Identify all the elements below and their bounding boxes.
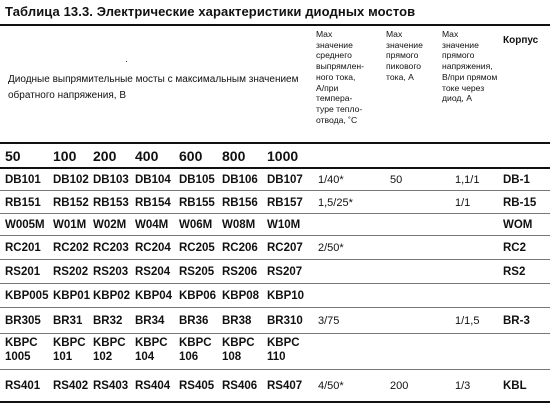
part-number: DB101 bbox=[5, 174, 41, 186]
avg-value: 4/50* bbox=[318, 380, 344, 392]
avg-current-line: туре тепло- bbox=[316, 103, 363, 114]
part-number: RS407 bbox=[267, 380, 303, 392]
part-number: DB103 bbox=[93, 174, 129, 186]
part-number: RC206 bbox=[222, 242, 258, 254]
part-number: KBPC 108 bbox=[222, 337, 255, 363]
voltage-header: 800 bbox=[222, 148, 246, 164]
part-number: KBPC 1005 bbox=[5, 337, 38, 363]
avg-current-line: значение bbox=[316, 39, 353, 50]
case-value: KBL bbox=[503, 380, 527, 392]
peak-current-line: прямого bbox=[386, 50, 419, 61]
header-case: Корпус bbox=[503, 35, 539, 46]
part-number: KBPC 104 bbox=[135, 337, 168, 363]
part-number: W06M bbox=[179, 219, 213, 231]
part-number: RB157 bbox=[267, 197, 303, 209]
case-value: BR-3 bbox=[503, 315, 530, 327]
part-number: RC207 bbox=[267, 242, 303, 254]
case-value: RC2 bbox=[503, 242, 527, 254]
part-number: RB156 bbox=[222, 197, 258, 209]
voltage-header: 200 bbox=[93, 148, 117, 164]
table-row bbox=[0, 260, 550, 284]
table-row bbox=[0, 168, 550, 191]
table-row bbox=[0, 214, 550, 236]
part-number: RC202 bbox=[53, 242, 89, 254]
part-number: RS204 bbox=[135, 266, 171, 278]
part-number: RS205 bbox=[179, 266, 215, 278]
part-number: W01M bbox=[53, 219, 87, 231]
avg-value: 2/50* bbox=[318, 242, 344, 254]
part-number: KBP005 bbox=[5, 290, 49, 302]
part-number: W02M bbox=[93, 219, 127, 231]
part-number: RS201 bbox=[5, 266, 41, 278]
part-number: KBPC 102 bbox=[93, 337, 126, 363]
part-number: DB107 bbox=[267, 174, 303, 186]
voltage-header: 400 bbox=[135, 148, 159, 164]
vf-value: 1/3 bbox=[455, 380, 471, 392]
part-number: KBPC 106 bbox=[179, 337, 212, 363]
case-value: RS2 bbox=[503, 266, 526, 278]
forward-voltage-line: В/при прямом bbox=[442, 71, 498, 82]
forward-voltage-line: значение bbox=[442, 39, 479, 50]
part-number: RB153 bbox=[93, 197, 129, 209]
avg-current-line: ного тока, bbox=[316, 71, 356, 82]
header-rule bbox=[0, 142, 550, 144]
table-row bbox=[0, 284, 550, 308]
part-number: DB102 bbox=[53, 174, 89, 186]
part-number: RS404 bbox=[135, 380, 171, 392]
part-number: DB106 bbox=[222, 174, 258, 186]
case-value: RB-15 bbox=[503, 197, 537, 209]
case-value: DB-1 bbox=[503, 174, 530, 186]
voltage-header: 600 bbox=[179, 148, 203, 164]
voltage-header: 50 bbox=[5, 148, 21, 164]
forward-voltage-line: прямого bbox=[442, 50, 475, 61]
top-rule bbox=[0, 24, 550, 26]
peak-current-line: значение bbox=[386, 39, 423, 50]
avg-value: 1/40* bbox=[318, 174, 344, 186]
part-number: RS405 bbox=[179, 380, 215, 392]
part-number: RB151 bbox=[5, 197, 41, 209]
header-avg-current bbox=[316, 29, 382, 125]
part-number: RC204 bbox=[135, 242, 171, 254]
avg-current-line: отвода, ˚С bbox=[316, 114, 358, 125]
table-title: Таблица 13.3. Электрические характеристики диодных мостов bbox=[5, 4, 416, 19]
part-number: KBP08 bbox=[222, 290, 260, 302]
voltage-header: 100 bbox=[53, 148, 77, 164]
part-number: RS402 bbox=[53, 380, 89, 392]
table-row bbox=[0, 308, 550, 334]
table-row bbox=[0, 236, 550, 260]
part-number: RS203 bbox=[93, 266, 129, 278]
part-number: RS401 bbox=[5, 380, 41, 392]
part-number: KBP04 bbox=[135, 290, 173, 302]
part-number: BR32 bbox=[93, 315, 123, 327]
part-number: RS202 bbox=[53, 266, 89, 278]
peak-value: 50 bbox=[390, 174, 403, 186]
part-number: W08M bbox=[222, 219, 256, 231]
forward-voltage-line: диод, А bbox=[442, 93, 472, 104]
part-number: W005M bbox=[5, 219, 45, 231]
part-number: RS406 bbox=[222, 380, 258, 392]
part-number: RS403 bbox=[93, 380, 129, 392]
peak-current-line: Max bbox=[386, 29, 403, 39]
header-forward-voltage bbox=[442, 29, 506, 104]
part-number: KBP10 bbox=[267, 290, 305, 302]
avg-value: 3/75 bbox=[318, 315, 340, 327]
forward-voltage-line: напряжения, bbox=[442, 61, 493, 72]
part-number: BR34 bbox=[135, 315, 165, 327]
part-number: RB152 bbox=[53, 197, 89, 209]
dot-mark: · bbox=[125, 56, 128, 66]
part-number: RS206 bbox=[222, 266, 258, 278]
part-number: RB155 bbox=[179, 197, 215, 209]
part-number: W04M bbox=[135, 219, 169, 231]
part-number: DB104 bbox=[135, 174, 171, 186]
peak-value: 200 bbox=[390, 380, 409, 392]
avg-current-line: темпера- bbox=[316, 93, 353, 104]
voltage-row bbox=[0, 148, 550, 168]
part-number: RC203 bbox=[93, 242, 129, 254]
header-description: Диодные выпрямительные мосты с максимальным значением обратного напряжения, В bbox=[8, 74, 299, 101]
table-row bbox=[0, 370, 550, 401]
avg-current-line: среднего bbox=[316, 50, 352, 61]
case-value: WOM bbox=[503, 219, 533, 231]
part-number: KBPC 101 bbox=[53, 337, 86, 363]
peak-current-line: тока, А bbox=[386, 71, 414, 82]
part-number: W10M bbox=[267, 219, 301, 231]
part-number: KBP02 bbox=[93, 290, 131, 302]
part-number: BR36 bbox=[179, 315, 209, 327]
part-number: RB154 bbox=[135, 197, 171, 209]
part-number: BR31 bbox=[53, 315, 83, 327]
part-number: BR305 bbox=[5, 315, 41, 327]
peak-current-line: пикового bbox=[386, 61, 422, 72]
part-number: KBPC 110 bbox=[267, 337, 300, 363]
part-number: BR38 bbox=[222, 315, 252, 327]
vf-value: 1/1,5 bbox=[455, 315, 480, 327]
part-number: RC201 bbox=[5, 242, 41, 254]
avg-current-line: Max bbox=[316, 29, 333, 39]
forward-voltage-line: токе через bbox=[442, 82, 485, 93]
avg-current-line: А/при bbox=[316, 82, 339, 93]
part-number: KBP01 bbox=[53, 290, 91, 302]
vf-value: 1,1/1 bbox=[455, 174, 480, 186]
part-number: DB105 bbox=[179, 174, 215, 186]
voltage-header: 1000 bbox=[267, 148, 299, 164]
vf-value: 1/1 bbox=[455, 197, 471, 209]
table-row bbox=[0, 334, 550, 370]
part-number: BR310 bbox=[267, 315, 303, 327]
forward-voltage-line: Max bbox=[442, 29, 459, 39]
part-number: RS207 bbox=[267, 266, 303, 278]
avg-current-line: выпрямлен- bbox=[316, 61, 365, 72]
table-row bbox=[0, 191, 550, 214]
part-number: KBP06 bbox=[179, 290, 217, 302]
avg-value: 1,5/25* bbox=[318, 197, 353, 209]
header-peak-current bbox=[386, 29, 444, 83]
part-number: RC205 bbox=[179, 242, 215, 254]
